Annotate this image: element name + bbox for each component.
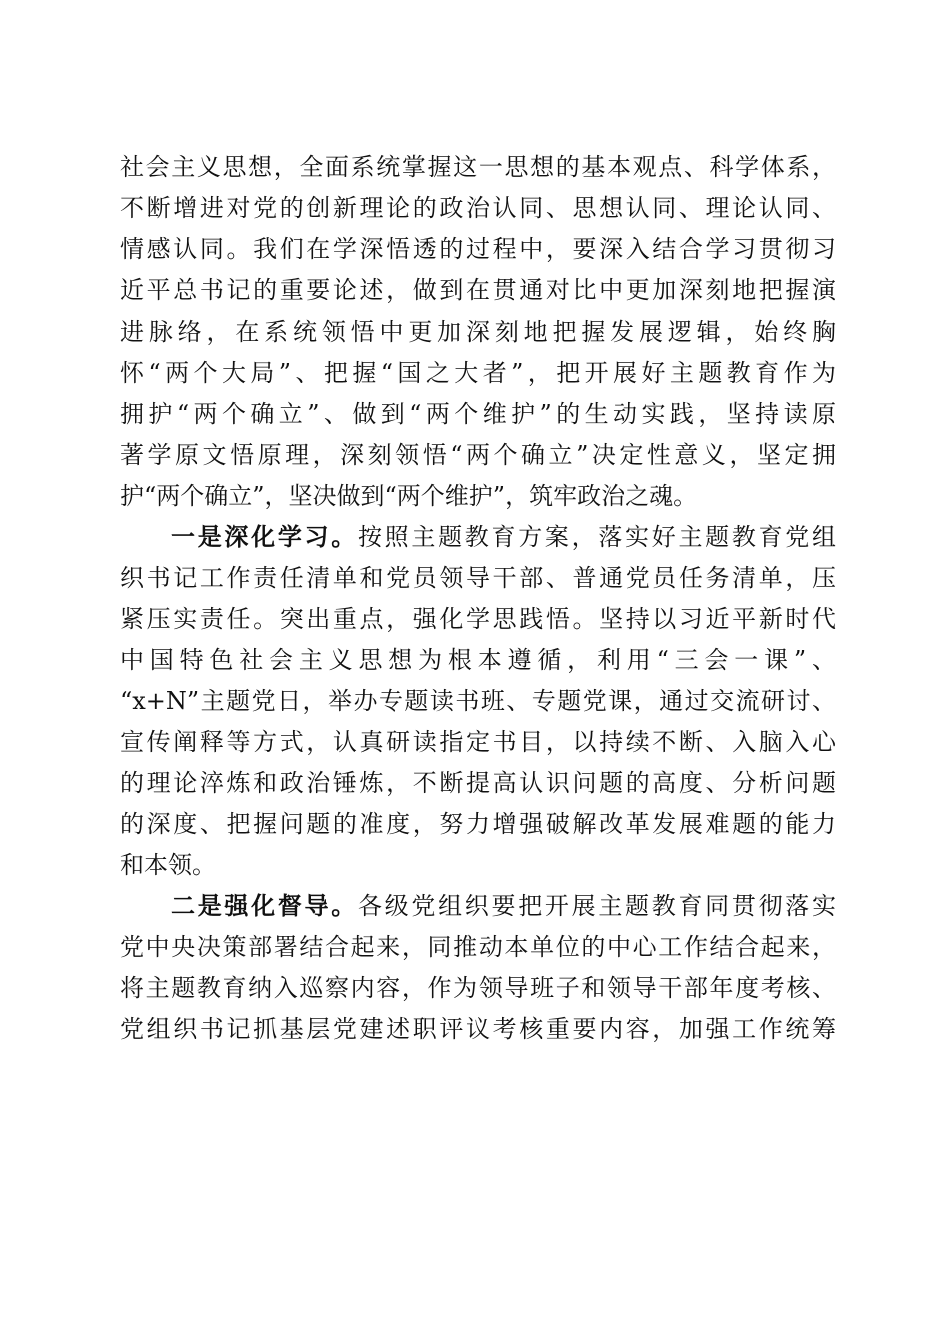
paragraph-2-line-5: “x+N”主题党日，举办专题读书班、专题党课，通过交流研讨、 — [120, 687, 836, 715]
paragraph-1-line-4: 近平总书记的重要论述，做到在贯通对比中更加深刻地把握演 — [120, 276, 836, 304]
paragraph-1-line-3: 情感认同。我们在学深悟透的过程中，要深入结合学习贯彻习 — [120, 235, 836, 263]
paragraph-3-line-4: 党组织书记抓基层党建述职评议考核重要内容，加强工作统筹 — [120, 1015, 836, 1043]
paragraph-1-line-6: 怀“两个大局”、把握“国之大者”，把开展好主题教育作为 — [120, 359, 836, 387]
paragraph-1-line-5: 进脉络，在系统领悟中更加深刻地把握发展逻辑，始终胸 — [120, 318, 836, 346]
paragraph-1-line-8: 著学原文悟原理，深刻领悟“两个确立”决定性意义，坚定拥 — [120, 441, 836, 469]
paragraph-2-line-8: 的深度、把握问题的准度，努力增强破解改革发展难题的能力 — [120, 810, 836, 838]
paragraph-3-line-1 — [171, 889, 836, 923]
paragraph-2-line-1 — [171, 520, 836, 554]
paragraph-2-line-9: 和本领。 — [120, 851, 216, 879]
paragraph-1-line-7: 拥护“两个确立”、做到“两个维护”的生动实践，坚持读原 — [120, 400, 836, 428]
paragraph-3-lead: 二是强化督导。 — [171, 891, 358, 920]
paragraph-2-line-1-text: 按照主题教育方案，落实好主题教育党组 — [357, 523, 837, 551]
paragraph-1-line-9: 护“两个确立”，坚决做到“两个维护”，筑牢政治之魂。 — [120, 482, 698, 510]
paragraph-3-line-3: 将主题教育纳入巡察内容，作为领导班子和领导干部年度考核、 — [120, 974, 836, 1002]
paragraph-3-line-2: 党中央决策部署结合起来，同推动本单位的中心工作结合起来， — [120, 933, 836, 961]
paragraph-3-line-1-text: 各级党组织要把开展主题教育同贯彻落实 — [357, 892, 837, 920]
paragraph-2-lead: 一是深化学习。 — [171, 522, 358, 551]
paragraph-2-line-7: 的理论淬炼和政治锤炼，不断提高认识问题的高度、分析问题 — [120, 769, 836, 797]
paragraph-1-line-2: 不断增进对党的创新理论的政治认同、思想认同、理论认同、 — [120, 194, 836, 222]
paragraph-2-line-6: 宣传阐释等方式，认真研读指定书目，以持续不断、入脑入心 — [120, 728, 836, 756]
paragraph-2-line-3: 紧压实责任。突出重点，强化学思践悟。坚持以习近平新时代 — [120, 605, 836, 633]
paragraph-2-line-2: 织书记工作责任清单和党员领导干部、普通党员任务清单，压 — [120, 564, 836, 592]
paragraph-1-line-1: 社会主义思想，全面系统掌握这一思想的基本观点、科学体系， — [120, 153, 836, 181]
paragraph-2-line-4: 中国特色社会主义思想为根本遵循，利用“三会一课”、 — [120, 646, 836, 674]
